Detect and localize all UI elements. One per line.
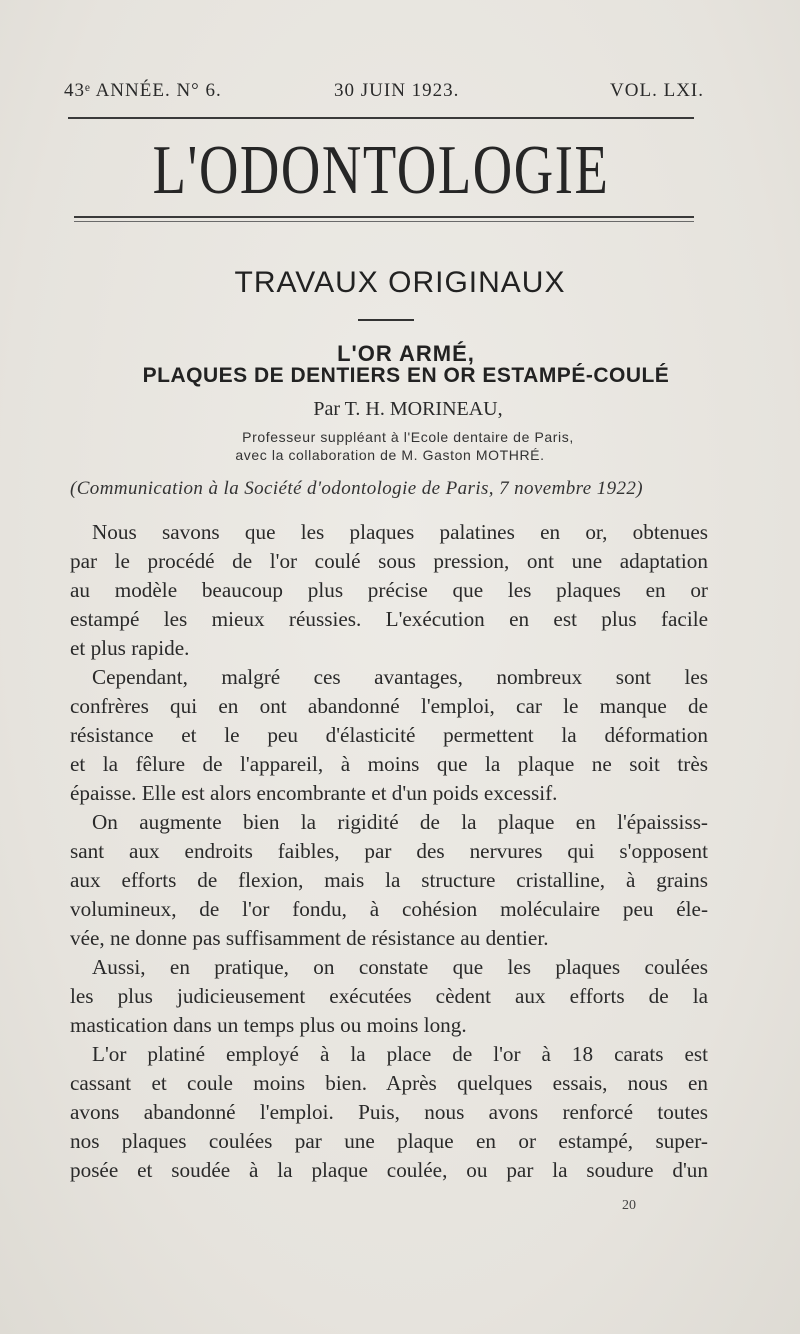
body-line: confrères qui en ont abandonné l'emploi, car le manque de — [70, 694, 708, 718]
section-divider — [358, 319, 414, 321]
section-title: TRAVAUX ORIGINAUX — [234, 266, 566, 299]
body-line: et plus rapide. — [70, 636, 190, 660]
body-line: les plus judicieusement exécutées cèdent aux efforts de la — [70, 984, 708, 1008]
author-affiliation-line2: avec la collaboration de M. Gaston MOTHRÉ. — [235, 447, 545, 463]
body-line: par le procédé de l'or coulé sous pression, ont une adaptation — [70, 549, 708, 573]
issue-date: 30 JUIN 1923. — [334, 80, 460, 101]
body-line: mastication dans un temps plus ou moins long. — [70, 1013, 467, 1037]
title-rule-thick — [74, 216, 694, 218]
body-line: au modèle beaucoup plus précise que les plaques en or — [70, 578, 708, 602]
running-header — [64, 80, 704, 104]
body-line: estampé les mieux réussies. L'exécution en est plus facile — [70, 607, 708, 631]
volume-number: VOL. LXI. — [610, 80, 704, 101]
body-line: épaisse. Elle est alors encombrante et d'un poids excessif. — [70, 781, 558, 805]
body-line: résistance et le peu d'élasticité permettent la déformation — [70, 723, 708, 747]
header-rule — [68, 117, 694, 119]
body-line: volumineux, de l'or fondu, à cohésion moléculaire peu éle- — [70, 897, 708, 921]
body-line: Aussi, en pratique, on constate que les plaques coulées — [92, 955, 708, 979]
body-line: Nous savons que les plaques palatines en or, obtenues — [92, 520, 708, 544]
issue-number: 43ᵉ ANNÉE. N° 6. — [64, 80, 222, 101]
title-rule-thin — [74, 221, 694, 222]
body-line: aux efforts de flexion, mais la structure cristalline, à grains — [70, 868, 708, 892]
communication-note: (Communication à la Société d'odontologie de Paris, 7 novembre 1922) — [70, 478, 644, 499]
body-line: posée et soudée à la plaque coulée, ou par la soudure d'un — [70, 1158, 708, 1182]
journal-title: L'ODONTOLOGIE — [152, 132, 610, 209]
body-line: nos plaques coulées par une plaque en or estampé, super- — [70, 1129, 708, 1153]
body-line: avons abandonné l'emploi. Puis, nous avons renforcé toutes — [70, 1100, 708, 1124]
article-author: Par T. H. MORINEAU, — [313, 398, 503, 420]
page-number: 20 — [622, 1198, 636, 1213]
body-line: Cependant, malgré ces avantages, nombreux sont les — [92, 665, 708, 689]
body-line: cassant et coule moins bien. Après quelques essais, nous en — [70, 1071, 708, 1095]
body-line: L'or platiné employé à la place de l'or à 18 carats est — [92, 1042, 708, 1066]
body-line: sant aux endroits faibles, par des nervures qui s'opposent — [70, 839, 708, 863]
article-title-line1: L'OR ARMÉ, — [337, 341, 475, 366]
body-line: On augmente bien la rigidité de la plaque en l'épaississ- — [92, 810, 708, 834]
article-body — [70, 518, 708, 1185]
article-title-line2: PLAQUES DE DENTIERS EN OR ESTAMPÉ-COULÉ — [142, 364, 670, 387]
body-line: vée, ne donne pas suffisamment de résistance au dentier. — [70, 926, 549, 950]
author-affiliation-line1: Professeur suppléant à l'Ecole dentaire de Paris, — [242, 429, 574, 445]
body-line: et la fêlure de l'appareil, à moins que la plaque ne soit très — [70, 752, 708, 776]
